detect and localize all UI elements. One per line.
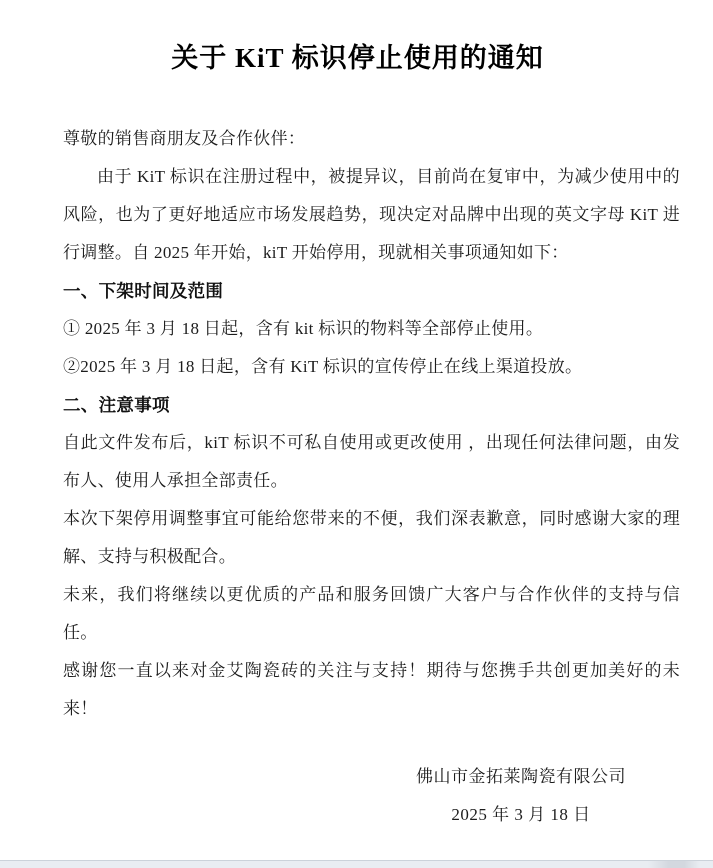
scope-item-2: ②2025 年 3 月 18 日起，含有 KiT 标识的宣传停止在线上渠道投放。 (63, 357, 583, 376)
signature-date: 2025 年 3 月 18 日 (451, 805, 591, 824)
window-bottom-edge-bar (0, 860, 713, 868)
taskbar-smudge (648, 861, 700, 868)
section-heading-notes: 二、注意事项 (63, 395, 170, 415)
notice-title: 关于 KiT 标识停止使用的通知 (171, 43, 544, 73)
signature-company: 佛山市金拓莱陶瓷有限公司 (416, 767, 626, 786)
signature-block (415, 758, 627, 834)
notes-paragraph-apology: 本次下架停用调整事宜可能给您带来的不便，我们深表歉意，同时感谢大家的理解、支持与积极配合。 (63, 509, 680, 566)
scope-item-1: ① 2025 年 3 月 18 日起，含有 kit 标识的物料等全部停止使用。 (63, 319, 544, 338)
notes-paragraph-liability: 自此文件发布后，kiT 标识不可私自使用或更改使用 ，出现任何法律问题，由发布人、使用人承担全部责任。 (63, 433, 680, 490)
notes-paragraph-future: 未来，我们将继续以更优质的产品和服务回馈广大客户与合作伙伴的支持与信任。 (63, 585, 680, 642)
salutation-line: 尊敬的销售商朋友及合作伙伴： (63, 129, 306, 148)
intro-paragraph: 由于 KiT 标识在注册过程中，被提异议，目前尚在复审中，为减少使用中的风险，也为了更好地适应市场发展趋势，现决定对品牌中出现的英文字母 KiT 进行调整。自 2025 年开始，kiT 开始停用，现就相关事项通知如下： (63, 167, 680, 262)
notes-paragraph-thanks: 感谢您一直以来对金艾陶瓷砖的关注与支持！期待与您携手共创更加美好的未来！ (63, 661, 680, 718)
section-heading-scope: 一、下架时间及范围 (63, 281, 224, 301)
